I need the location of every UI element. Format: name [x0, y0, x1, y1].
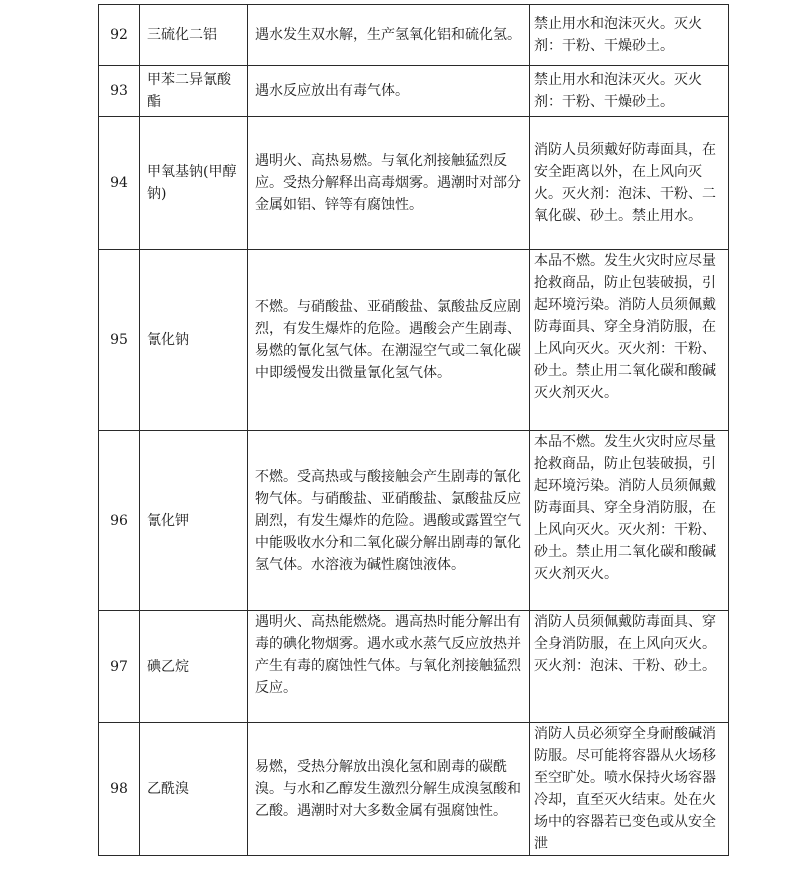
row-number: 98	[99, 723, 140, 856]
hazard-description-text: 遇明火、高热能燃烧。遇高热时能分解出有毒的碘化物烟雾。遇水或水蒸气反应放热并产生有毒的腐蚀性气体。与氧化剂接触猛烈反应。	[255, 614, 521, 696]
firefighting-method-text: 禁止用水和泡沫灭火。灭火剂：干粉、干燥砂土。	[534, 16, 702, 54]
chemical-name	[140, 723, 248, 856]
chemical-name	[140, 5, 248, 66]
chemical-name	[140, 431, 248, 611]
firefighting-method	[530, 431, 729, 611]
row-number: 92	[99, 5, 140, 66]
firefighting-method	[530, 250, 729, 431]
table-row	[99, 250, 729, 431]
firefighting-method	[530, 5, 729, 66]
chemical-name-text: 三硫化二铝	[147, 27, 217, 43]
hazard-table	[98, 4, 729, 856]
chemical-name-text: 氰化钾	[147, 512, 189, 529]
firefighting-method	[530, 117, 729, 250]
row-number: 94	[99, 117, 140, 250]
hazard-description-text: 不燃。与硝酸盐、亚硝酸盐、氯酸盐反应剧烈，有发生爆炸的危险。遇酸会产生剧毒、易燃的氰化氢气体。在潮湿空气或二氧化碳中即缓慢发出微量氰化氢气体。	[255, 299, 521, 381]
chemical-name-text: 甲氧基钠(甲醇钠)	[147, 164, 237, 202]
firefighting-method	[530, 66, 729, 117]
firefighting-method	[530, 723, 729, 856]
chemical-name-text: 氰化钠	[147, 332, 189, 348]
hazard-description-text: 遇明火、高热易燃。与氧化剂接触猛烈反应。受热分解释出高毒烟雾。遇潮时对部分金属如铝、锌等有腐蚀性。	[255, 153, 521, 213]
firefighting-method-text: 消防人员须佩戴防毒面具、穿全身消防服，在上风向灭火。灭火剂：泡沫、干粉、砂土。	[534, 614, 716, 674]
hazard-description	[248, 611, 530, 723]
chemical-name	[140, 66, 248, 117]
table-row	[99, 431, 729, 611]
table-row	[99, 66, 729, 117]
hazard-description-text: 易燃，受热分解放出溴化氢和剧毒的碳酰溴。与水和乙醇发生激烈分解生成溴氢酸和乙酸。遇潮时对大多数金属有强腐蚀性。	[255, 759, 521, 819]
hazard-description	[248, 5, 530, 66]
hazard-description-text: 遇水发生双水解，生产氢氧化铝和硫化氢。	[255, 27, 521, 43]
hazard-description	[248, 250, 530, 431]
chemical-name-text: 乙酰溴	[147, 781, 189, 797]
table-row	[99, 611, 729, 723]
table-row	[99, 5, 729, 66]
firefighting-method-text: 消防人员必须穿全身耐酸碱消防服。尽可能将容器从火场移至空旷处。喷水保持火场容器冷却，直至灭火结束。处在火场中的容器若已变色或从安全泄	[534, 726, 716, 852]
row-number: 97	[99, 611, 140, 723]
hazard-description	[248, 723, 530, 856]
hazard-description-text: 遇水反应放出有毒气体。	[255, 83, 409, 99]
firefighting-method-text: 本品不燃。发生火灾时应尽量抢救商品，防止包装破损，引起环境污染。消防人员须佩戴防毒面具、穿全身消防服，在上风向灭火。灭火剂：干粉、砂土。禁止用二氧化碳和酸碱灭火剂灭火。	[534, 253, 716, 401]
chemical-name-text: 甲苯二异氰酸酯	[147, 72, 231, 110]
chemical-name	[140, 117, 248, 250]
row-number: 93	[99, 66, 140, 117]
firefighting-method	[530, 611, 729, 723]
hazard-description	[248, 431, 530, 611]
row-number: 96	[99, 431, 140, 611]
row-number: 95	[99, 250, 140, 431]
hazard-description-text: 不燃。受高热或与酸接触会产生剧毒的氰化物气体。与硝酸盐、亚硝酸盐、氯酸盐反应剧烈，有发生爆炸的危险。遇酸或露置空气中能吸收水分和二氧化碳分解出剧毒的氰化氢气体。水溶液为碱性腐蚀液体。	[255, 468, 521, 573]
firefighting-method-text: 消防人员须戴好防毒面具，在安全距离以外，在上风向灭火。灭火剂：泡沫、干粉、二氧化碳、砂土。禁止用水。	[534, 142, 716, 224]
firefighting-method-text: 本品不燃。发生火灾时应尽量抢救商品，防止包装破损，引起环境污染。消防人员须佩戴防毒面具、穿全身消防服，在上风向灭火。灭火剂：干粉、砂土。禁止用二氧化碳和酸碱灭火剂灭火。	[534, 434, 716, 582]
chemical-name	[140, 250, 248, 431]
table-row	[99, 723, 729, 856]
hazard-description	[248, 117, 530, 250]
firefighting-method-text: 禁止用水和泡沫灭火。灭火剂：干粉、干燥砂土。	[534, 72, 702, 110]
hazard-description	[248, 66, 530, 117]
table-row	[99, 117, 729, 250]
chemical-name	[140, 611, 248, 723]
chemical-name-text: 碘乙烷	[147, 658, 189, 675]
